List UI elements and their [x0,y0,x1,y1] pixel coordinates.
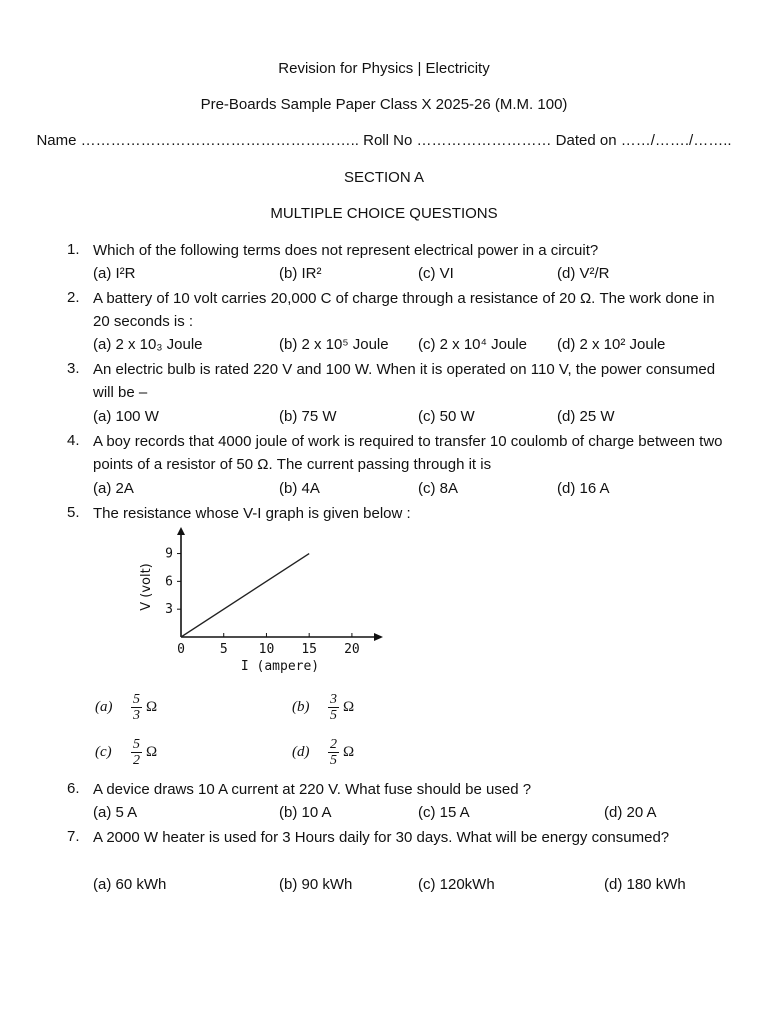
question-number: 6. [67,780,80,797]
option-a: (a) 5 A [93,804,138,821]
fraction-option-d [292,737,354,768]
x-tick-label: 5 [219,642,228,657]
option-a: (a) 2 x 10₃ Joule [93,336,203,353]
question-text: Which of the following terms does not represent electrical power in a circuit? [93,242,599,259]
fraction [131,737,142,768]
x-axis-arrow [374,633,383,641]
fraction-numerator: 3 [330,692,337,707]
fraction-option-label: (c) [95,744,112,760]
graph-xlabel: I (ampere) [240,659,320,674]
option-c: (c) 15 A [418,804,470,821]
graph-ylabel: V (volt) [139,563,154,611]
fraction-option-a [95,692,157,723]
question-number: 1. [67,241,80,258]
question-text: An electric bulb is rated 220 V and 100 W. When it is operated on 110 V, the power consumed will be – [93,361,716,401]
question-text: The resistance whose V-I graph is given below : [93,505,411,522]
fraction-option-label: (a) [95,699,113,715]
ohm-unit: Ω [146,743,158,760]
fraction-option-label: (b) [292,699,310,715]
section-type-heading: MULTIPLE CHOICE QUESTIONS [270,205,498,222]
paper-subtitle: Pre-Boards Sample Paper Class X 2025-26 (M.M. 100) [200,96,568,113]
vi-graph [128,525,390,675]
graph-axes [177,527,383,641]
question-number: 7. [67,828,80,845]
fraction-option-label: (d) [292,744,310,760]
fraction-option-b [292,692,354,723]
paper-title: Revision for Physics | Electricity [278,60,490,77]
option-a: (a) 2A [93,480,134,497]
x-tick-label: 20 [344,642,360,657]
option-c: (c) 8A [418,480,459,497]
graph-series [181,554,309,637]
x-tick-label: 0 [177,642,185,657]
option-b: (b) 2 x 10⁵ Joule [279,336,389,353]
option-b: (b) IR² [279,265,322,282]
fraction-denominator: 2 [133,753,140,768]
option-a: (a) 100 W [93,408,159,425]
section-heading: SECTION A [343,169,425,186]
ohm-unit: Ω [343,743,355,760]
student-details-line: Name ……………………………………………….. Roll No ……………………… Dated on ……/……./…….. [36,132,732,149]
option-a: (a) 60 kWh [93,876,167,893]
option-b: (b) 90 kWh [279,876,353,893]
option-d: (d) 25 W [557,408,615,425]
option-d: (d) 16 A [557,480,610,497]
fraction-denominator: 5 [330,708,337,723]
option-b: (b) 10 A [279,804,332,821]
option-d: (d) V²/R [557,265,610,282]
option-c: (c) 2 x 10⁴ Joule [418,336,527,353]
x-tick-label: 10 [258,642,275,657]
fraction-numerator: 5 [133,737,140,752]
fraction [131,692,142,723]
question-text: A device draws 10 A current at 220 V. What fuse should be used ? [93,781,532,798]
y-tick-label: 9 [165,546,173,562]
option-c: (c) 50 W [418,408,475,425]
option-a: (a) I²R [93,265,136,282]
option-d: (d) 2 x 10² Joule [557,336,666,353]
question-text: A boy records that 4000 joule of work is required to transfer 10 coulomb of charge between two points of a resistor of 50 Ω. The current passing through it is [93,433,723,473]
y-tick-label: 3 [165,602,173,618]
fraction-numerator: 2 [330,737,337,752]
option-d: (d) 20 A [604,804,657,821]
fraction-denominator: 5 [330,753,337,768]
x-tick-label: 15 [301,642,318,657]
option-c: (c) 120kWh [418,876,495,893]
option-b: (b) 4A [279,480,320,497]
y-axis-arrow [177,527,185,535]
option-c: (c) VI [418,265,454,282]
option-d: (d) 180 kWh [604,876,686,893]
question-number: 4. [67,432,80,449]
graph-ticks [165,547,360,657]
question-number: 3. [67,360,80,377]
ohm-unit: Ω [343,698,355,715]
vi-series-line [181,554,309,637]
ohm-unit: Ω [146,698,158,715]
fraction [328,692,339,723]
question-number: 5. [67,504,80,521]
fraction-denominator: 3 [133,708,140,723]
question-text: A battery of 10 volt carries 20,000 C of charge through a resistance of 20 Ω. The work done in 20 seconds is : [93,290,715,330]
question-text: A 2000 W heater is used for 3 Hours daily for 30 days. What will be energy consumed? [93,829,670,846]
y-tick-label: 6 [165,574,173,590]
fraction-numerator: 5 [133,692,140,707]
question-number: 2. [67,289,80,306]
option-b: (b) 75 W [279,408,337,425]
fraction [328,737,339,768]
fraction-option-c [95,737,157,768]
